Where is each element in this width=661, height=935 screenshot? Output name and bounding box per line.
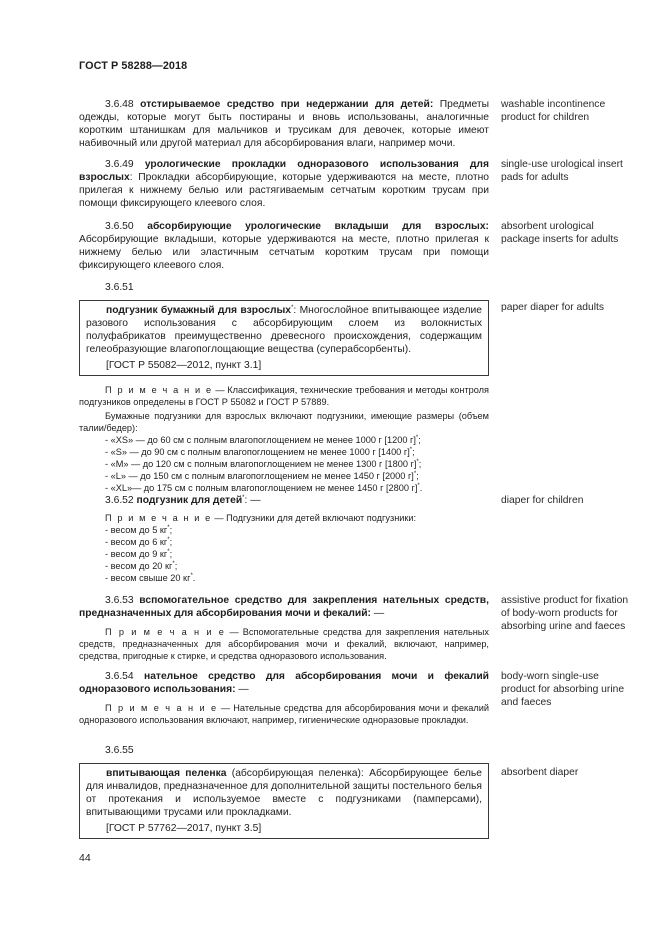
list-punct: ; <box>416 471 419 481</box>
note-label: П р и м е ч а н и е <box>105 703 218 713</box>
size-text: - «XS» — до 60 см с полным влагопоглощением не менее 1000 г [1200 г] <box>105 435 416 445</box>
term-3-6-49 <box>79 158 489 210</box>
term-3-6-52-note <box>79 512 489 524</box>
footnote-marker: * <box>167 525 170 531</box>
term-3-6-54-english: body-worn single-use product for absorbing urine and faeces <box>501 671 625 708</box>
list-punct: ; <box>418 435 421 445</box>
term-name: отстирываемое средство при недержании для детей: <box>140 99 434 110</box>
size-text: - «L» — до 150 см с полным влагопоглощением не менее 1450 г [2000 г] <box>105 471 414 481</box>
term-3-6-53-text <box>79 594 489 620</box>
term-number: 3.6.51 <box>105 282 134 293</box>
term-3-6-55-english: absorbent diaper <box>501 767 579 778</box>
term-definition: Абсорбирующие вкладыши, которые удерживаются на месте, плотно прилегая к нижнему белью или эластичным сетчатым коротким трусам при помощи фиксирующего клеевого слоя. <box>79 234 489 271</box>
term-3-6-55-text <box>86 767 482 819</box>
list-punct: ; <box>169 525 173 535</box>
term-3-6-50 <box>79 220 489 272</box>
term-source: [ГОСТ Р 57762—2017, пункт 3.5] <box>106 823 262 834</box>
list-punct: ; <box>418 459 422 469</box>
term-3-6-53-english: assistive product for fixation of body-worn products for absorbing urine and faeces <box>501 595 629 632</box>
list-punct: ; <box>412 447 415 457</box>
term-3-6-54 <box>79 670 489 726</box>
term-3-6-52-text <box>79 494 489 507</box>
term-3-6-52-english: diaper for children <box>501 495 584 506</box>
term-definition: — <box>370 608 385 619</box>
weight-item <box>79 536 489 548</box>
term-3-6-55 <box>79 744 489 839</box>
term-3-6-51-note <box>79 384 489 408</box>
footnote-marker: * <box>190 573 193 579</box>
list-punct: ; <box>174 561 178 571</box>
term-3-6-51-english: paper diaper for adults <box>501 302 605 313</box>
note-text: — Подгузники для детей включают подгузники: <box>211 513 417 523</box>
size-item <box>79 434 489 446</box>
list-punct: . <box>419 483 423 493</box>
list-punct: ; <box>169 549 173 559</box>
term-definition: : Многослойное впитывающее изделие разового использования с абсорбирующим слоем из волокнистых полуфабрикатов преимущественно древесного происхождения, содержащим гелеобразующие влагопоглощающие вещества (суперабсорбенты). <box>86 305 483 355</box>
term-3-6-55-box <box>79 763 489 839</box>
weight-item <box>79 560 489 572</box>
footnote-marker: * <box>415 435 419 441</box>
term-number: 3.6.49 <box>105 159 134 170</box>
term-definition: : Прокладки абсорбирующие, которые удерживаются на месте, плотно прилегая к нижнему белью или растягиваемым сетчатым коротким трусам при помощи фиксирующего клеевого слоя. <box>79 172 489 209</box>
term-3-6-49-english: single-use urological insert pads for adults <box>501 159 623 183</box>
term-3-6-53 <box>79 594 489 662</box>
note-label: П р и м е ч а н и е <box>105 385 213 395</box>
term-number: 3.6.53 <box>105 595 134 606</box>
footnote-marker: * <box>416 459 419 465</box>
list-punct: . <box>192 573 196 583</box>
weight-text: - весом до 6 кг <box>105 537 168 547</box>
term-name: урологические прокладки одноразового использования для взрослых <box>79 159 489 183</box>
term-3-6-53-note <box>79 626 489 662</box>
term-3-6-49-text <box>79 158 489 210</box>
term-3-6-52 <box>79 494 489 584</box>
term-3-6-51 <box>79 281 489 494</box>
term-3-6-54-note <box>79 702 489 726</box>
size-text: - «XL»— до 175 см с полным влагопоглощением не менее 1450 г [2800 г] <box>105 483 418 493</box>
term-3-6-48 <box>79 98 489 150</box>
footnote-marker: * <box>417 483 420 489</box>
page-header: ГОСТ Р 58288—2018 <box>79 60 188 72</box>
weight-item <box>79 572 489 584</box>
footnote-marker: * <box>242 495 245 501</box>
weight-text: - весом до 20 кг <box>105 561 173 571</box>
weight-list <box>79 524 489 584</box>
term-3-6-48-english: washable incontinence product for children <box>501 99 606 123</box>
note-text: — Нательные средства для абсорбирования мочи и фекалий одноразового использования включают, например, гигиенические одноразовые прокладки. <box>79 703 490 725</box>
size-text: - «S» — до 90 см с полным влагопоглощением не менее 1000 г [1400 г] <box>105 447 410 457</box>
term-number: 3.6.52 <box>105 495 134 506</box>
term-3-6-50-english: absorbent urological package inserts for adults <box>501 221 619 245</box>
page-number: 44 <box>79 852 91 864</box>
term-name: подгузник бумажный для взрослых <box>106 305 292 316</box>
weight-item <box>79 524 489 536</box>
term-number: 3.6.55 <box>105 745 134 756</box>
note-label: П р и м е ч а н и е <box>105 513 212 523</box>
term-number: 3.6.50 <box>105 221 134 232</box>
weight-text: - весом до 9 кг <box>105 549 168 559</box>
footnote-marker: * <box>167 549 170 555</box>
term-name: абсорбирующие урологические вкладыши для взрослых: <box>147 221 489 232</box>
term-definition: (абсорбирующая пеленка): Абсорбирующее белье для инвалидов, предназначенное для дополнительной защиты постельного белья от протекания и используемое вместе с подгузниками (памперсами), впитывающими трусами или прокладками. <box>86 768 482 818</box>
note-text: — Вспомогательные средства для закрепления нательных средств, предназначенных для абсорбирования мочи и фекалий, включают, например, средства, пригодные к стирке, и средства одноразового использования. <box>79 627 489 661</box>
term-name: подгузник для детей <box>136 495 243 506</box>
term-name: нательное средство для абсорбирования мочи и фекалий одноразового использования: <box>79 671 489 695</box>
list-punct: ; <box>169 537 173 547</box>
term-name: вспомогательное средство для закрепления нательных средств, предназначенных для абсорбирования мочи и фекалий: <box>79 595 489 619</box>
size-item <box>79 470 489 482</box>
term-source: [ГОСТ Р 55082—2012, пункт 3.1] <box>106 360 262 371</box>
weight-item <box>79 548 489 560</box>
term-3-6-51-box <box>79 300 489 376</box>
size-item <box>79 458 489 470</box>
term-number: 3.6.48 <box>105 99 134 110</box>
weight-text: - весом свыше 20 кг <box>105 573 191 583</box>
footnote-marker: * <box>172 561 175 567</box>
term-3-6-54-text <box>79 670 489 696</box>
term-definition: — <box>235 684 249 695</box>
term-number: 3.6.54 <box>105 671 134 682</box>
footnote-marker: * <box>409 447 413 453</box>
term-definition: Предметы одежды, которые могут быть постираны и вновь использованы, аналогичные коротким штанишкам для мальчиков и трусикам для девочек, которые имеют набивочный или другой материал для абсорбирования влаги, например мочи. <box>79 99 489 149</box>
weight-text: - весом до 5 кг <box>105 525 168 535</box>
footnote-marker: * <box>413 471 417 477</box>
note-label: П р и м е ч а н и е <box>105 627 226 637</box>
size-list <box>79 434 489 494</box>
size-item <box>79 482 489 494</box>
footnote-marker: * <box>291 305 294 311</box>
term-3-6-51-text <box>86 304 482 356</box>
term-name: впитывающая пеленка <box>106 768 227 779</box>
size-item <box>79 446 489 458</box>
size-text: - «M» — до 120 см с полным влагопоглощением не менее 1300 г [1800 г] <box>105 459 417 469</box>
term-3-6-50-text <box>79 220 489 272</box>
term-3-6-51-note-sizes-intro: Бумажные подгузники для взрослых включают подгузники, имеющие размеры (объем талии/бедер): <box>79 411 489 433</box>
footnote-marker: * <box>167 537 170 543</box>
term-3-6-48-text <box>79 98 489 150</box>
note-text: — Классификация, технические требования и методы контроля подгузников определены в ГОСТ Р 55082 и ГОСТ Р 57889. <box>79 385 489 407</box>
term-definition: : — <box>244 495 261 506</box>
